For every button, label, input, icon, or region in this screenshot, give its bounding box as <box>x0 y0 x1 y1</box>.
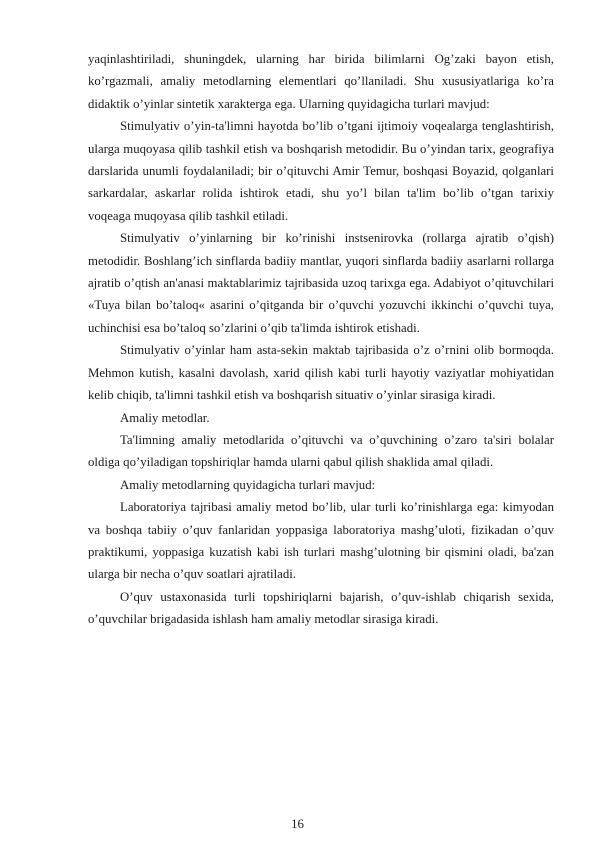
page-number: 16 <box>291 817 304 831</box>
paragraph-4: Stimulyativ o’yinlar ham asta-sekin maktab tajribasida o’z o’rnini olib bormoqda. Mehmon kutish, kasalni davolash, xarid qilish kabi turli hayotiy vaziyatlar mohiyatidan kelib chiqib, ta'limni tashkil etish va boshqarish situativ o’yinlar sirasiga kiradi. <box>88 343 554 403</box>
paragraph-8: O’quv ustaxonasida turli topshiriqlarni bajarish, o’quv-ishlab chiqarish sexida, o’quvchilar brigadasida ishlash ham amaliy metodlar sirasiga kiradi. <box>88 589 554 627</box>
section-heading-amaliy-metodlar: Amaliy metodlar. <box>120 410 210 425</box>
paragraph-6: Amaliy metodlarning quyidagicha turlari mavjud: <box>120 477 376 492</box>
paragraph-5: Ta'limning amaliy metodlarida o’qituvchi va o’quvchining o’zaro ta'siri bolalar oldiga qo’yiladigan topshiriqlar hamda ularni qabul qilish shaklida amal qiladi. <box>88 432 554 470</box>
paragraph-7: Laboratoriya tajribasi amaliy metod bo’lib, ular turli ko’rinishlarga ega: kimyodan va boshqa tabiiy o’quv fanlaridan yoppasiga laboratoriya mashg’uloti, fizikadan o’quv praktikumi, yoppasiga kuzatish kabi ish turlari mashg’ulotning bir qismini oladi, ba'zan ularga bir necha o’quv soatlari ajratiladi. <box>88 500 554 582</box>
paragraph-2: Stimulyativ o’yin-ta'limni hayotda bo’lib o’tgani ijtimoiy voqealarga tenglashtirish, ularga muqoyasa qilib tashkil etish va boshqarish metodidir. Bu o’yindan tarix, geografiya darslarida unumli foydalaniladi; bir o’qituvchi Amir Temur, boshqasi Boyazid, qolganlari sarkardalar, askarlar rolida ishtirok etadi, shu yo’l bilan ta'lim bo’lib o’tgan tarixiy voqeaga muqoyasa qilib tashkil etiladi. <box>88 119 554 223</box>
paragraph-1: yaqinlashtiriladi, shuningdek, ularning har birida bilimlarni Og’zaki bayon etish, ko’rgazmali, amaliy metodlarning elementlari qo’llaniladi. Shu xususiyatlariga ko’ra didaktik o’yinlar sintetik xarakterga ega. Ularning quyidagicha turlari mavjud: <box>88 52 554 111</box>
paragraph-3: Stimulyativ o’yinlarning bir ko’rinishi instsenirovka (rollarga ajratib o’qish) metodidir. Boshlang’ich sinflarda badiiy mantlar, yuqori sinflarda badiiy asarlarni rollarga ajratib o’qtish an'anasi maktablarimiz tajribasida uzoq tarixga ega. Adabiyot o’qituvchilari «Tuya bilan bo’taloq« asarini o’qitganda bir o’quvchi yozuvchi ikkinchi o’quvchi tuya, uchinchisi esa bo’taloq so’zlarini o’qib ta'limda ishtirok etishadi. <box>88 231 554 335</box>
document-body <box>88 48 554 631</box>
